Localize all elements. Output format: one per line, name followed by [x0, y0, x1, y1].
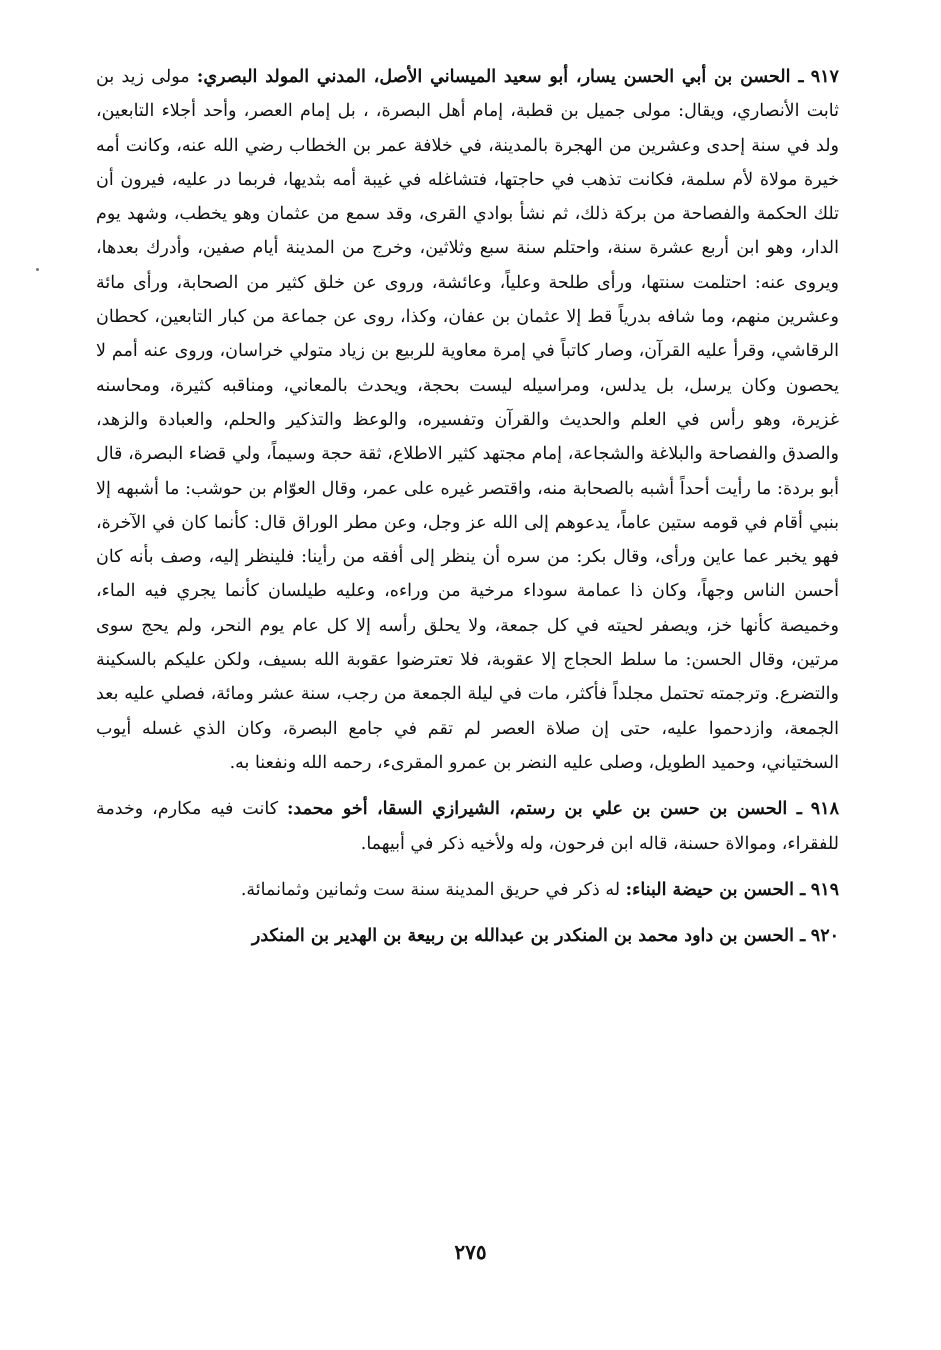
entry-number: ٩١٨	[810, 799, 839, 820]
entry-917	[96, 60, 839, 780]
page-number: ٢٧٥	[454, 1240, 487, 1264]
entry-920	[96, 919, 839, 953]
entry-body: كانت فيه مكارم، وخدمة للفقراء، وموالاة حسنة، قاله ابن فرحون، وله ولأخيه ذكر في أبيهما.	[96, 799, 839, 854]
entry-number: ٩١٧	[810, 67, 839, 87]
entry-heading: ـ الحسن بن داود محمد بن المنكدر بن عبدالله بن ربيعة بن الهدير بن المنكدر	[251, 926, 806, 947]
scan-speck	[36, 268, 39, 271]
entry-body: مولى زيد بن ثابت الأنصاري، ويقال: مولى جميل بن قطبة، إمام أهل البصرة، ، بل إمام العصر، وأحد أجلاء التابعين، ولد في سنة إحدى وعشرين من الهجرة بالمدينة، في خلافة عمر بن الخطاب رضي الله عنه، وكانت أمه خيرة مولاة لأم سلمة، فكانت تذهب في حاجتها، فتشاغله في غيبة أمه بثديها، فربما در عليه، فيرون أن تلك الحكمة والفصاحة من بركة ذلك، ثم نشأ بوادي القرى، وقد سمع من عثمان وهو يخطب، وشهد يوم الدار، وهو ابن أربع عشرة سنة، واحتلم سنة سبع وثلاثين، وخرج من المدينة أيام صفين، وأدرك بعدها، ويروى عنه: احتلمت سنتها، ورأى طلحة وعلياً، وعائشة، وروى عن خلق كثير من الصحابة، ورأى مائة وعشرين منهم، وما شافه بدرياً قط إلا عثمان بن عفان، وكذا، روى عن جماعة من كبار التابعين، كحطان الرقاشي، وقرأ عليه القرآن، وصار كاتباً في إمرة معاوية للربيع بن زياد متولي خراسان، وروى عنه أمم لا يحصون وكان يرسل، بل يدلس، ومراسيله ليست بحجة، ويحدث بالمعاني، ومناقبه كثيرة، ومحاسنه غزيرة، وهو رأس في العلم والحديث والقرآن وتفسيره، والوعظ والتذكير والحلم، والعبادة والزهد، والصدق والفصاحة والبلاغة والشجاعة، إمام مجتهد كثير الاطلاع، ثقة حجة وسيماً، ولي قضاء البصرة، قال أبو بردة: ما رأيت أحداً أشبه بالصحابة منه، واقتصر غيره على عمر، وقال العوّام بن حوشب: ما أشبهه إلا بنبي أقام في قومه ستين عاماً، يدعوهم إلى الله عز وجل، وعن مطر الوراق قال: كأنما كان في الآخرة، فهو يخبر عما عاين ورأى، وقال بكر: من سره أن ينظر إلى أفقه من رأينا: فلينظر إليه، وصف بأنه كان أحسن الناس وجهاً، وكان ذا عمامة سوداء مرخية من وراءه، وعليه طيلسان كأنما يجري فيه الماء، وخميصة كأنها خز، ويصفر لحيته في كل جمعة، ولا يحلق رأسه إلا كل عام يوم النحر، ولم يحج سوى مرتين، وقال الحسن: ما سلط الحجاج إلا عقوبة، فلا تعترضوا عقوبة الله بسيف، ولكن عليكم بالسكينة والتضرع. وترجمته تحتمل مجلداً فأكثر، مات في ليلة الجمعة من رجب، سنة عشر ومائة، فصلي عليه بعد الجمعة، وازدحموا عليه، حتى إن صلاة العصر لم تقم في جامع البصرة، وكان الذي غسله أيوب السختياني، وحميد الطويل، وصلى عليه النضر بن عمرو المقرىء، رحمه الله ونفعنا به.	[96, 67, 839, 773]
entry-heading: ـ الحسن بن حسن بن علي بن رستم، الشيرازي السقا، أخو محمد:	[286, 799, 802, 820]
entry-heading: ـ الحسن بن حيضة البناء:	[625, 879, 806, 900]
entry-number: ٩٢٠	[810, 926, 839, 947]
entry-body: له ذكر في حريق المدينة سنة ست وثمانين وثمانمائة.	[240, 879, 621, 900]
entry-number: ٩١٩	[810, 879, 839, 900]
entry-918	[96, 792, 839, 861]
entry-heading: ـ الحسن بن أبي الحسن يسار، أبو سعيد الميساني الأصل، المدني المولد البصري:	[196, 67, 804, 87]
entry-919	[96, 873, 839, 907]
